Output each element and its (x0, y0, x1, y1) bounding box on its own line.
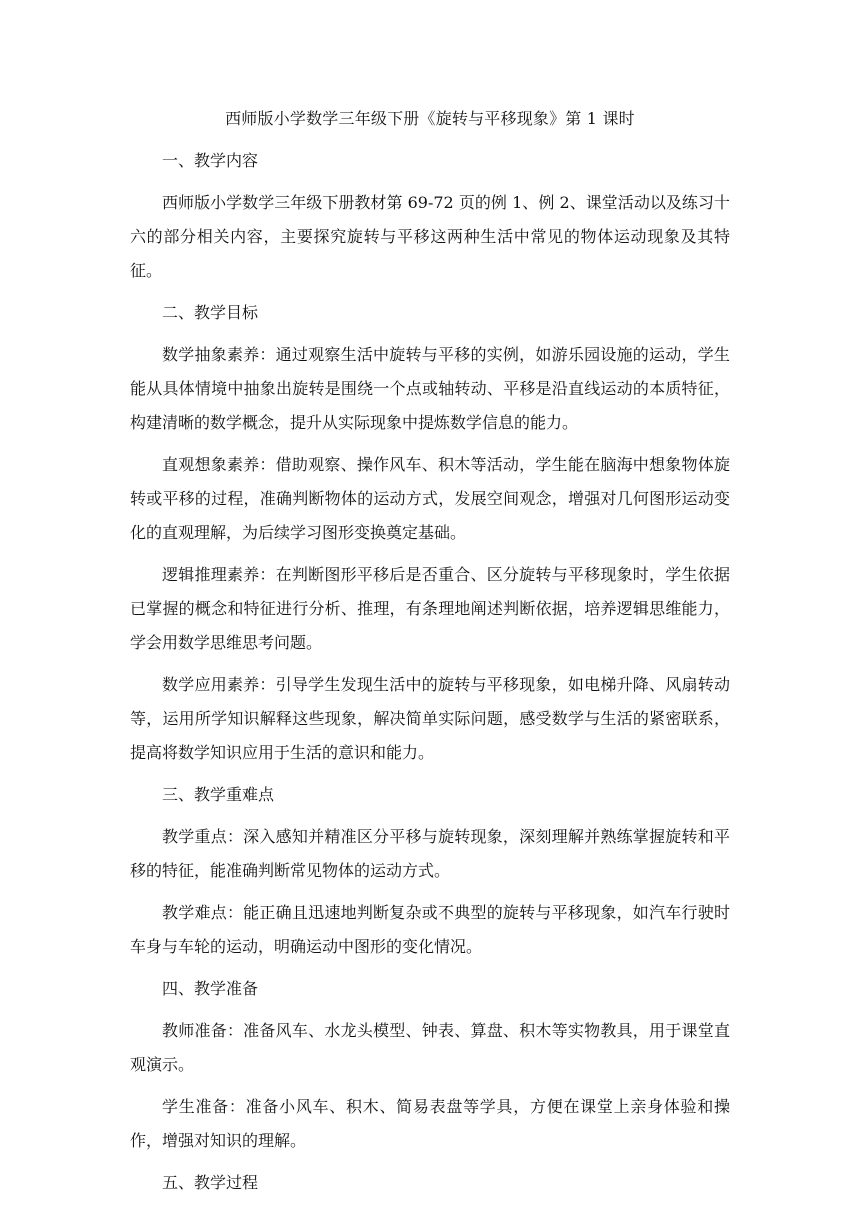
section-heading-preparation: 四、教学准备 (162, 979, 259, 998)
paragraph-key-difficulty: 教学难点：能正确且迅速地判断复杂或不典型的旋转与平移现象，如汽车行驶时车身与车轮的运动，明确运动中图形的变化情况。 (130, 903, 730, 956)
paragraph-goal-imagination: 直观想象素养：借助观察、操作风车、积木等活动，学生能在脑海中想象物体旋转或平移的过程，准确判断物体的运动方式，发展空间观念，增强对几何图形运动变化的直观理解，为后续学习图形变换奠定基础。 (130, 455, 730, 542)
paragraph-goal-reasoning: 逻辑推理素养：在判断图形平移后是否重合、区分旋转与平移现象时，学生依据已掌握的概念和特征进行分析、推理，有条理地阐述判断依据，培养逻辑思维能力，学会用数学思维思考问题。 (130, 565, 730, 652)
section-heading-goals: 二、教学目标 (162, 303, 259, 322)
section-heading-content: 一、教学内容 (162, 151, 259, 170)
paragraph-prep-student: 学生准备：准备小风车、积木、简易表盘等学具，方便在课堂上亲身体验和操作，增强对知识的理解。 (130, 1097, 730, 1150)
paragraph-goal-application: 数学应用素养：引导学生发现生活中的旋转与平移现象，如电梯升降、风扇转动等，运用所学知识解释这些现象，解决简单实际问题，感受数学与生活的紧密联系，提高将数学知识应用于生活的意识和能力。 (130, 675, 730, 762)
paragraph-key-focus: 教学重点：深入感知并精准区分平移与旋转现象，深刻理解并熟练掌握旋转和平移的特征，能准确判断常见物体的运动方式。 (130, 827, 730, 880)
document-body (130, 102, 730, 1200)
paragraph-goal-abstraction: 数学抽象素养：通过观察生活中旋转与平移的实例，如游乐园设施的运动，学生能从具体情境中抽象出旋转是围绕一个点或轴转动、平移是沿直线运动的本质特征，构建清晰的数学概念，提升从实际现象中提炼数学信息的能力。 (130, 345, 730, 432)
document-title: 西师版小学数学三年级下册《旋转与平移现象》第 1 课时 (225, 109, 635, 128)
paragraph-prep-teacher: 教师准备：准备风车、水龙头模型、钟表、算盘、积木等实物教具，用于课堂直观演示。 (130, 1021, 730, 1074)
section-heading-key-points: 三、教学重难点 (162, 785, 275, 804)
paragraph-content: 西师版小学数学三年级下册教材第 69-72 页的例 1、例 2、课堂活动以及练习十六的部分相关内容，主要探究旋转与平移这两种生活中常见的物体运动现象及其特征。 (130, 193, 730, 280)
section-heading-process: 五、教学过程 (162, 1173, 259, 1192)
